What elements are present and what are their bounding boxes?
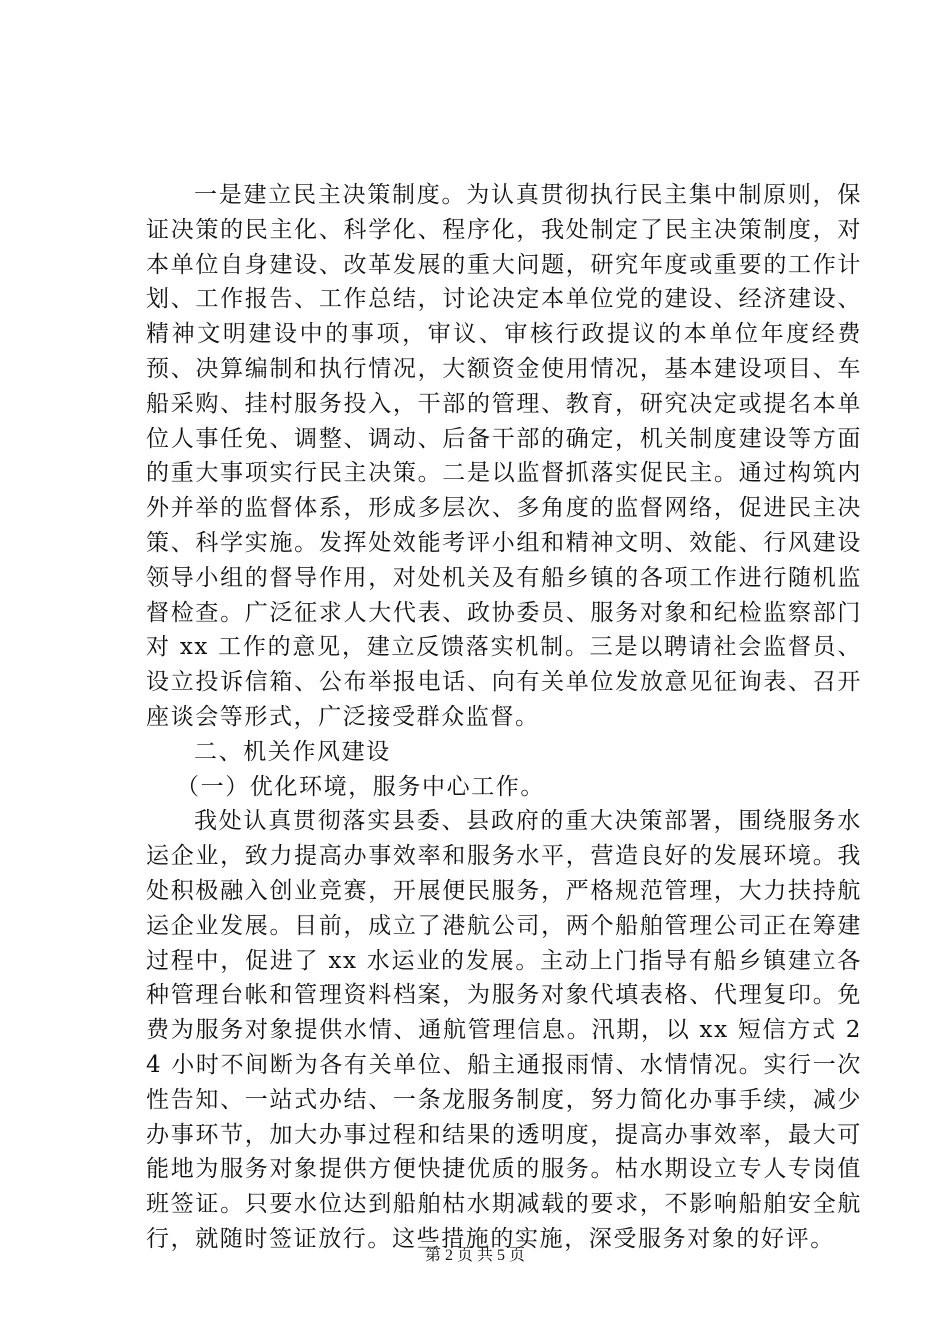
body-paragraph-service: 我处认真贯彻落实县委、县政府的重大决策部署，围绕服务水运企业，致力提高办事效率和服务水平，营造良好的发展环境。我处积极融入创业竞赛，开展便民服务，严格规范管理，大力扶持航运企业发展。目前，成立了港航公司，两个船舶管理公司正在筹建过程中，促进了 xx 水运业的发展。主动上门指导有船乡镇建立各种管理台帐和管理资料档案，为服务对象代填表格、代理复印。免费为服务对象提供水情、通航管理信息。汛期，以 xx 短信方式 24 小时不间断为各有关单位、船主通报雨情、水情情况。实行一次性告知、一站式办结、一条龙服务制度，努力简化办事手续，减少办事环节，加大办事过程和结果的透明度，提高办事效率，最大可能地为服务对象提供方便快捷优质的服务。枯水期设立专人专岗值班签证。只要水位达到船舶枯水期减载的要求，不影响船舶安全航行，就随时签证放行。这些措施的实施，深受服务对象的好评。 bbox=[146, 808, 862, 1252]
body-paragraph-democratic-decision: 一是建立民主决策制度。为认真贯彻执行民主集中制原则，保证决策的民主化、科学化、程序化，我处制定了民主决策制度，对本单位自身建设、改革发展的重大问题，研究年度或重要的工作计划、工作报告、工作总结，讨论决定本单位党的建设、经济建设、精神文明建设中的事项，审议、审核行政提议的本单位年度经费预、决算编制和执行情况，大额资金使用情况，基本建设项目、车船采购、挂村服务投入，干部的管理、教育，研究决定或提名本单位人事任免、调整、调动、后备干部的确定，机关制度建设等方面的重大事项实行民主决策。二是以监督抓落实促民主。通过构筑内外并举的监督体系，形成多层次、多角度的监督网络，促进民主决策、科学实施。发挥处效能考评小组和精神文明、效能、行风建设领导小组的督导作用，对处机关及有船乡镇的各项工作进行随机监督检查。广泛征求人大代表、政协委员、服务对象和纪检监察部门对 xx 工作的意见，建立反馈落实机制。三是以聘请社会监督员、设立投诉信箱、公布举报电话、向有关单位发放意见征询表、召开座谈会等形式，广泛接受群众监督。 bbox=[146, 182, 862, 730]
section-heading: 二、机关作风建设 bbox=[194, 738, 391, 765]
page-footer: 第 2 页 共 5 页 bbox=[424, 1247, 525, 1264]
document-body bbox=[146, 178, 862, 1257]
subsection-heading: （一）优化环境，服务中心工作。 bbox=[176, 773, 545, 800]
